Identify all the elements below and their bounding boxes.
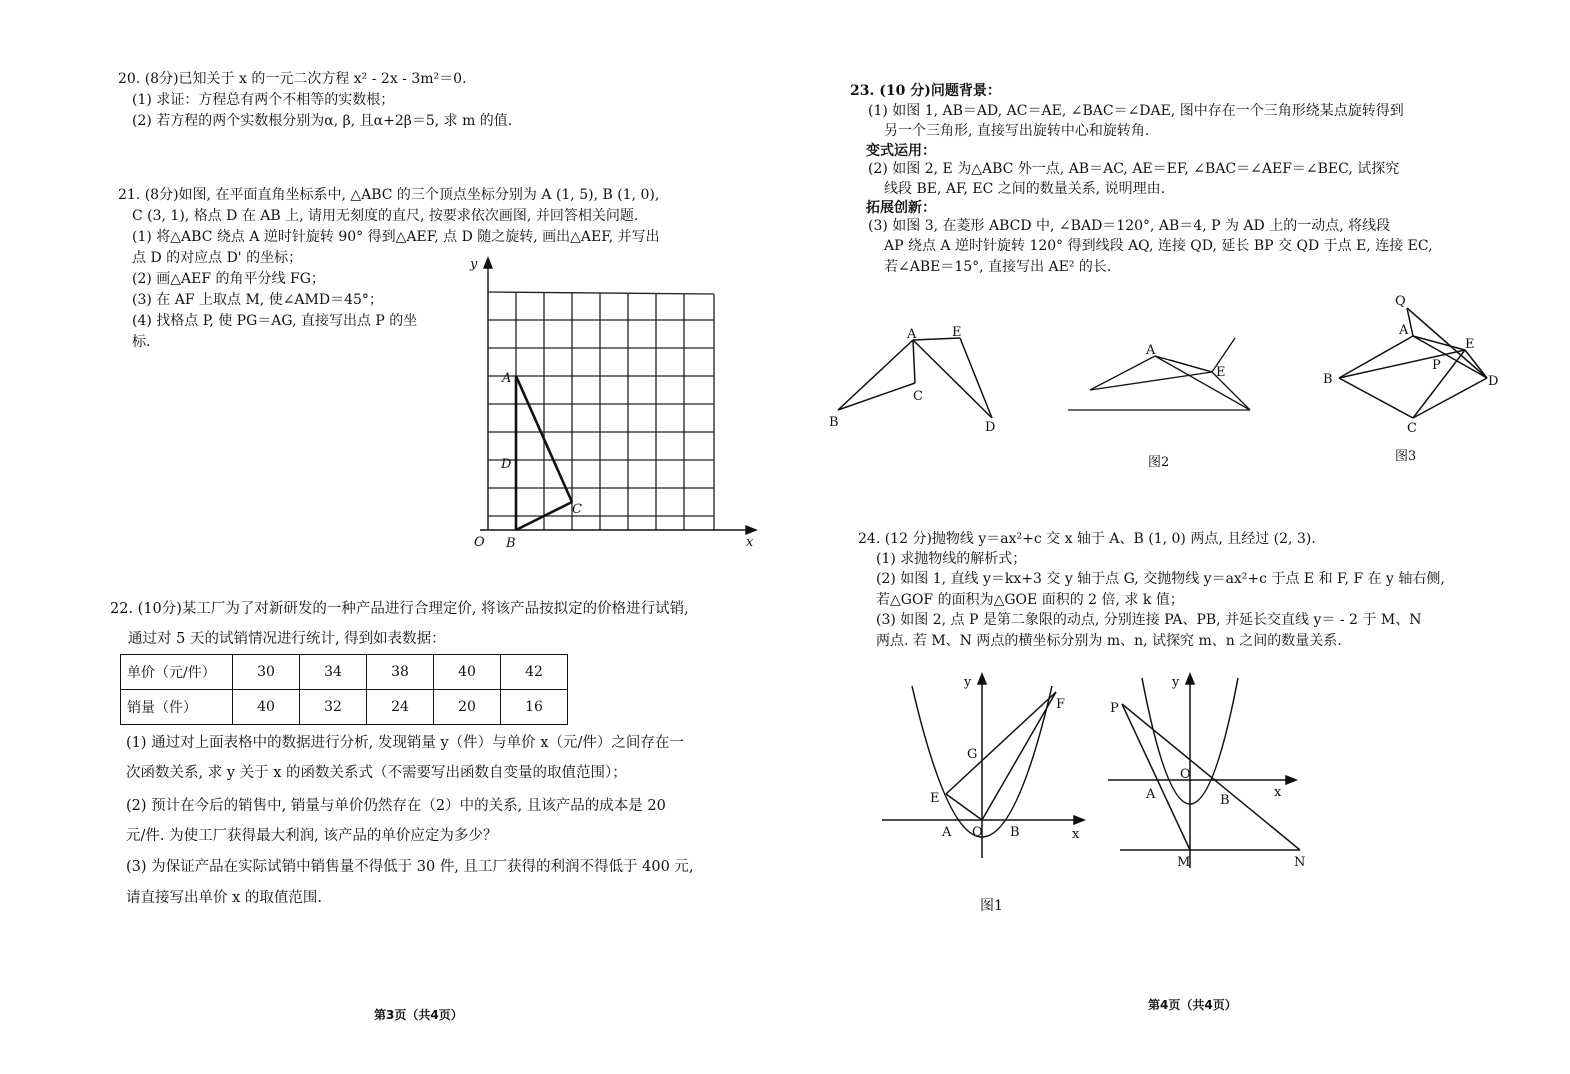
fig21-point-b: B xyxy=(506,536,516,551)
table-cell: 20 xyxy=(434,690,501,725)
fig23-3-point-c: C xyxy=(1407,421,1417,436)
table-cell: 16 xyxy=(501,690,568,725)
q21-grid-figure xyxy=(460,250,770,555)
fig21-point-d: D xyxy=(501,457,512,472)
fig24-1-point-a: A xyxy=(942,825,952,840)
q21-line1: 21. (8分)如图, 在平面直角坐标系中, △ABC 的三个顶点坐标分别为 A (1, 5), B (1, 0), xyxy=(118,187,660,203)
fig24-2-point-b: B xyxy=(1220,793,1230,808)
fig24-2-origin-label: O xyxy=(1180,767,1191,782)
fig23-1-point-e: E xyxy=(952,325,962,340)
fig23-1-point-d: D xyxy=(985,420,996,435)
fig23-3-point-p: P xyxy=(1432,358,1441,373)
fig21-point-a: A xyxy=(502,371,512,386)
q23-line10: 若∠ABE＝15°, 直接写出 AE² 的长. xyxy=(884,259,1112,275)
right-page-footer: 第4页（共4页） xyxy=(1148,998,1237,1012)
fig24-2-point-m: M xyxy=(1177,855,1191,870)
q23-line7: 拓展创新： xyxy=(866,200,936,216)
q22-part2a: (2) 预计在今后的销售中, 销量与单价仍然存在（2）中的关系, 且该产品的成本是 20 xyxy=(126,798,666,814)
q21-line5: (2) 画△AEF 的角平分线 FG； xyxy=(132,271,325,287)
q23-line6: 线段 BE, AF, EC 之间的数量关系, 说明理由. xyxy=(884,181,1166,197)
q24-line1: 24. (12 分)抛物线 y＝ax²+c 交 x 轴于 A、B (1, 0) 两点, 且经过 (2, 3). xyxy=(858,531,1316,547)
q22-part1a: (1) 通过对上面表格中的数据进行分析, 发现销量 y（件）与单价 x（元/件）之间存在一 xyxy=(126,735,684,751)
fig24-1-point-b: B xyxy=(1010,825,1020,840)
fig24-2-y-label: y xyxy=(1172,675,1180,690)
fig23-3-point-a: A xyxy=(1399,323,1409,338)
fig24-2-point-p: P xyxy=(1110,701,1119,716)
q22-line2: 通过对 5 天的试销情况进行统计, 得到如表数据： xyxy=(128,631,446,647)
fig24-1-point-f: F xyxy=(1056,697,1066,712)
q22-part3a: (3) 为保证产品在实际试销中销售量不得低于 30 件, 且工厂获得的利润不得低于 400 元, xyxy=(126,859,694,875)
fig21-x-label: x xyxy=(746,535,754,550)
left-page-footer: 第3页（共4页） xyxy=(374,1008,463,1022)
q21-line3: (1) 将△ABC 绕点 A 逆时针旋转 90° 得到△AEF, 点 D 随之旋转, 画出△AEF, 并写出 xyxy=(132,229,660,245)
fig24-2-point-n: N xyxy=(1294,855,1306,870)
fig23-3-caption: 图3 xyxy=(1395,449,1417,464)
q24-line5: (3) 如图 2, 点 P 是第二象限的动点, 分别连接 PA、PB, 并延长交直线 y＝ - 2 于 M、N xyxy=(876,612,1422,628)
q23-figure-3 xyxy=(1315,290,1510,465)
q23-line8: (3) 如图 3, 在菱形 ABCD 中, ∠BAD＝120°, AB＝4, P 为 AD 上的一动点, 将线段 xyxy=(868,218,1391,234)
q20-part1: (1) 求证：方程总有两个不相等的实数根； xyxy=(132,92,395,108)
table-row xyxy=(121,655,568,690)
q24-line2: (1) 求抛物线的解析式； xyxy=(876,551,1027,567)
q24-figure-1 xyxy=(878,668,1098,920)
fig21-y-label: y xyxy=(470,257,478,272)
fig24-2-x-label: x xyxy=(1274,785,1282,800)
fig23-1-point-b: B xyxy=(829,415,839,430)
q24-figure-2 xyxy=(1102,668,1317,878)
fig24-1-x-label: x xyxy=(1072,827,1080,842)
q22-part2b: 元/件. 为使工厂获得最大利润, 该产品的单价应定为多少？ xyxy=(126,828,498,844)
table-cell: 42 xyxy=(501,655,568,690)
q20-stem: 20. (8分)已知关于 x 的一元二次方程 x² - 2x - 3m²＝0. xyxy=(118,71,467,87)
fig21-origin-label: O xyxy=(474,535,485,550)
fig23-2-caption: 图2 xyxy=(1148,455,1170,470)
q22-line1: 22. (10分)某工厂为了对新研发的一种产品进行合理定价, 将该产品按拟定的价格进行试销, xyxy=(110,601,689,617)
table-row-label-sales: 销量（件） xyxy=(121,690,233,725)
table-cell: 32 xyxy=(300,690,367,725)
q23-line9: AP 绕点 A 逆时针旋转 120° 得到线段 AQ, 连接 QD, 延长 BP 交 QD 于点 E, 连接 EC, xyxy=(884,238,1433,254)
q23-figure-2 xyxy=(1060,330,1260,470)
q21-line8: 标. xyxy=(132,334,151,350)
fig23-2-point-a: A xyxy=(1146,343,1156,358)
q24-line4: 若△GOF 的面积为△GOE 面积的 2 倍, 求 k 值； xyxy=(876,592,1184,608)
q20-part2: (2) 若方程的两个实数根分别为α, β, 且α+2β＝5, 求 m 的值. xyxy=(132,113,513,129)
fig24-1-point-g: G xyxy=(967,747,978,762)
q21-line4: 点 D 的对应点 D' 的坐标； xyxy=(132,250,303,266)
fig23-2-point-e: E xyxy=(1216,365,1226,380)
table-cell: 30 xyxy=(233,655,300,690)
fig23-1-point-a: A xyxy=(907,327,917,342)
table-cell: 38 xyxy=(367,655,434,690)
fig23-3-point-d: D xyxy=(1488,374,1499,389)
q23-figure-1 xyxy=(820,318,1010,440)
q24-line6: 两点. 若 M、N 两点的横坐标分别为 m、n, 试探究 m、n 之间的数量关系. xyxy=(876,633,1342,649)
q22-part3b: 请直接写出单价 x 的取值范围. xyxy=(126,890,323,906)
fig23-1-point-c: C xyxy=(913,389,923,404)
q23-line2: (1) 如图 1, AB＝AD, AC＝AE, ∠BAC＝∠DAE, 图中存在一个三角形绕某点旋转得到 xyxy=(868,103,1404,119)
q23-line4: 变式运用： xyxy=(866,143,936,159)
table-cell: 34 xyxy=(300,655,367,690)
table-row-label-price: 单价（元/件） xyxy=(121,655,233,690)
fig23-3-point-e: E xyxy=(1465,337,1475,352)
fig21-point-c: C xyxy=(572,502,582,517)
table-row xyxy=(121,690,568,725)
fig24-2-point-a: A xyxy=(1146,787,1156,802)
fig24-1-y-label: y xyxy=(964,675,972,690)
fig23-3-point-b: B xyxy=(1323,372,1333,387)
q21-line6: (3) 在 AF 上取点 M, 使∠AMD＝45°； xyxy=(132,292,383,308)
table-cell: 40 xyxy=(233,690,300,725)
grid-lines xyxy=(488,292,714,530)
q22-part1b: 次函数关系, 求 y 关于 x 的函数关系式（不需要写出函数自变量的取值范围）； xyxy=(126,765,627,781)
fig24-1-caption: 图1 xyxy=(980,898,1003,914)
q21-line7: (4) 找格点 P, 使 PG＝AG, 直接写出点 P 的坐 xyxy=(132,313,418,329)
table-cell: 40 xyxy=(434,655,501,690)
q23-line3: 另一个三角形, 直接写出旋转中心和旋转角. xyxy=(884,123,1150,139)
table-cell: 24 xyxy=(367,690,434,725)
q23-line1: 23. (10 分)问题背景： xyxy=(850,83,1001,99)
fig23-3-point-q: Q xyxy=(1395,294,1406,309)
fig24-1-point-e: E xyxy=(930,791,940,806)
q23-line5: (2) 如图 2, E 为△ABC 外一点, AB＝AC, AE＝EF, ∠BAC＝∠AEF＝∠BEC, 试探究 xyxy=(868,161,1400,177)
q21-line2: C (3, 1), 格点 D 在 AB 上, 请用无刻度的直尺, 按要求依次画图, 并回答相关问题. xyxy=(132,208,639,224)
q24-line3: (2) 如图 1, 直线 y＝kx+3 交 y 轴于点 G, 交抛物线 y＝ax²+c 于点 E 和 F, F 在 y 轴右侧, xyxy=(876,571,1445,587)
price-sales-table xyxy=(120,654,568,725)
fig24-1-origin-label: O xyxy=(972,825,983,840)
